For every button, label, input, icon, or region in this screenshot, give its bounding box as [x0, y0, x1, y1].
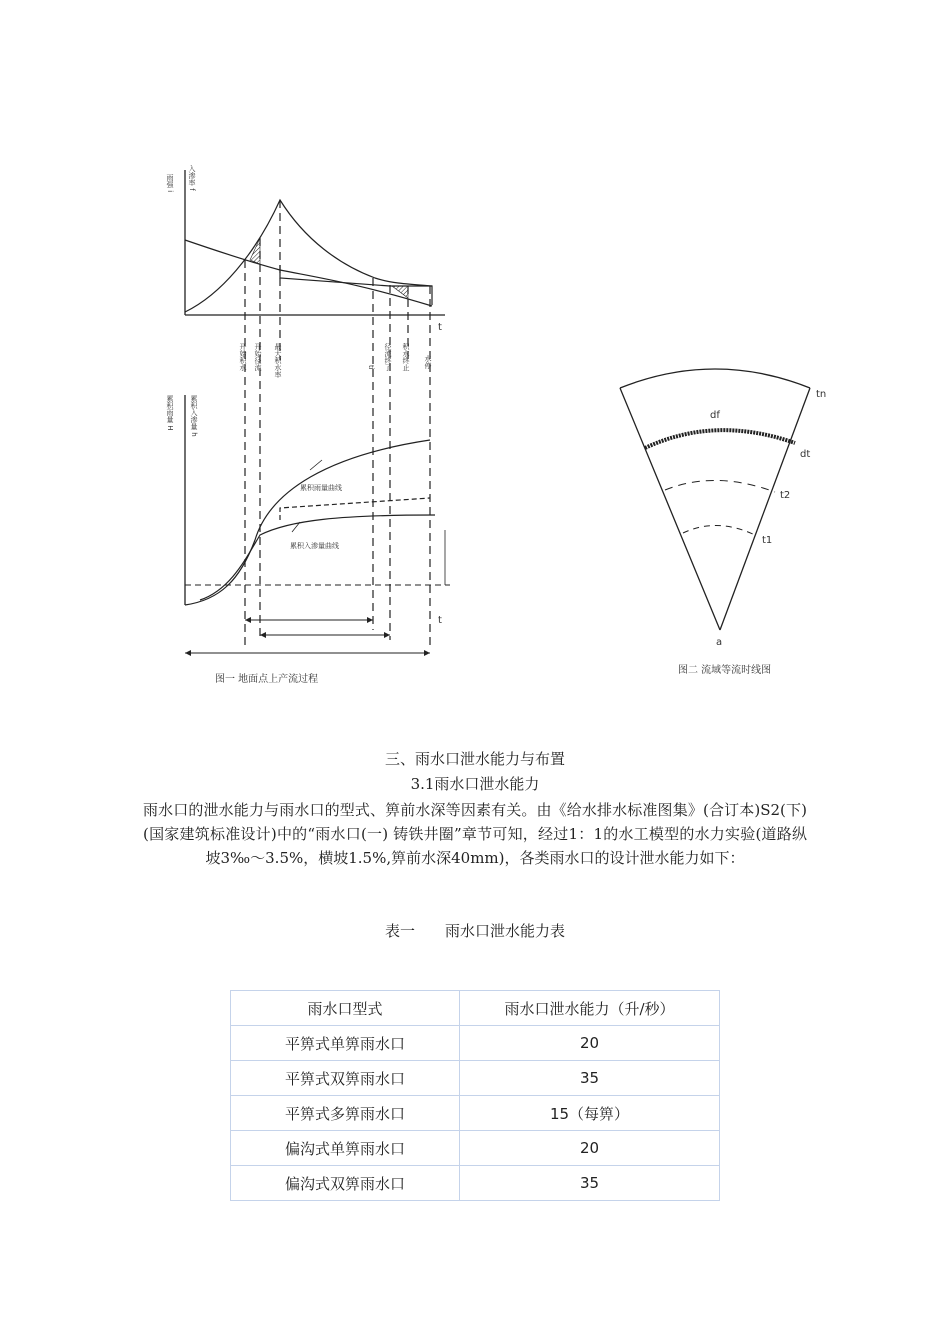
table-row — [231, 1096, 720, 1131]
cell-capacity: 20 — [460, 1026, 720, 1061]
cell-type: 平箅式双箅雨水口 — [231, 1061, 460, 1096]
marker-7: 水停 — [424, 355, 432, 369]
table-row — [231, 1061, 720, 1096]
marker-3: 最大积水率 — [274, 343, 282, 378]
marker-2: 开始径流 — [254, 343, 262, 371]
table-header-row — [231, 991, 720, 1026]
curve-label-1: 累积雨量曲线 — [300, 484, 342, 492]
marker-4: ti — [367, 365, 375, 370]
drain-capacity-table — [230, 990, 720, 1201]
svg-text:a: a — [716, 637, 723, 648]
curve-label-2: 累积入渗量曲线 — [290, 542, 339, 550]
cell-type: 平箅式多箅雨水口 — [231, 1096, 460, 1131]
svg-text:dt: dt — [800, 449, 811, 460]
cumulative-rain-curve — [185, 440, 430, 605]
body-paragraph: 雨水口的泄水能力与雨水口的型式、箅前水深等因素有关。由《给水排水标准图集》(合订本)S2(下)(国家建筑标准设计)中的“雨水口(一) 铸铁井圈”章节可知，经过1：1的水工模型的水力实验(道路纵坡3‰～3.5%，横坡1.5%,箅前水深40mm)，各类雨水口的设计泄水能力如下： — [143, 801, 807, 867]
cumulative-infiltration-curve — [200, 515, 435, 600]
svg-text:df: df — [710, 410, 720, 421]
top-y-label-1: 雨强 i — [166, 174, 174, 193]
cell-capacity: 15（每箅） — [460, 1096, 720, 1131]
top-t-label: t — [438, 322, 442, 333]
svg-text:t: t — [438, 615, 442, 626]
bottom-y-label-1: 累积雨量 H — [166, 395, 174, 431]
isochrone-diagram — [610, 355, 840, 685]
infiltration-curve — [185, 240, 432, 306]
subsection-heading: 3.1雨水口泄水能力 — [410, 775, 540, 793]
figure2-caption: 图二 流域等流时线图 — [678, 665, 772, 676]
svg-text:tn: tn — [816, 389, 827, 400]
cell-type: 平箅式单箅雨水口 — [231, 1026, 460, 1061]
bottom-y-label-2: 累积入渗量 h — [190, 395, 198, 437]
header-capacity: 雨水口泄水能力（升/秒） — [460, 991, 720, 1026]
marker-1: 开始积水 — [239, 343, 247, 371]
cell-capacity: 20 — [460, 1131, 720, 1166]
runoff-diagram — [160, 160, 480, 700]
cell-capacity: 35 — [460, 1061, 720, 1096]
table-row — [231, 1166, 720, 1201]
marker-6: 积水终止 — [402, 343, 410, 371]
table-row — [231, 1026, 720, 1061]
section-heading: 三、雨水口泄水能力与布置 — [384, 750, 565, 768]
marker-5: 径流终了 — [384, 343, 392, 371]
top-y-label-2: 入渗率 f — [188, 165, 196, 191]
figure1-caption: 图一 地面点上产流过程 — [215, 674, 319, 685]
svg-text:t1: t1 — [762, 535, 773, 546]
figure-isochrone — [610, 355, 840, 685]
cell-type: 偏沟式双箅雨水口 — [231, 1166, 460, 1201]
header-type: 雨水口型式 — [231, 991, 460, 1026]
cell-type: 偏沟式单箅雨水口 — [231, 1131, 460, 1166]
svg-text:t2: t2 — [780, 490, 791, 501]
table-row — [231, 1131, 720, 1166]
figure-runoff-process — [160, 160, 480, 700]
cell-capacity: 35 — [460, 1166, 720, 1201]
table-title: 表一 雨水口泄水能力表 — [384, 922, 565, 940]
